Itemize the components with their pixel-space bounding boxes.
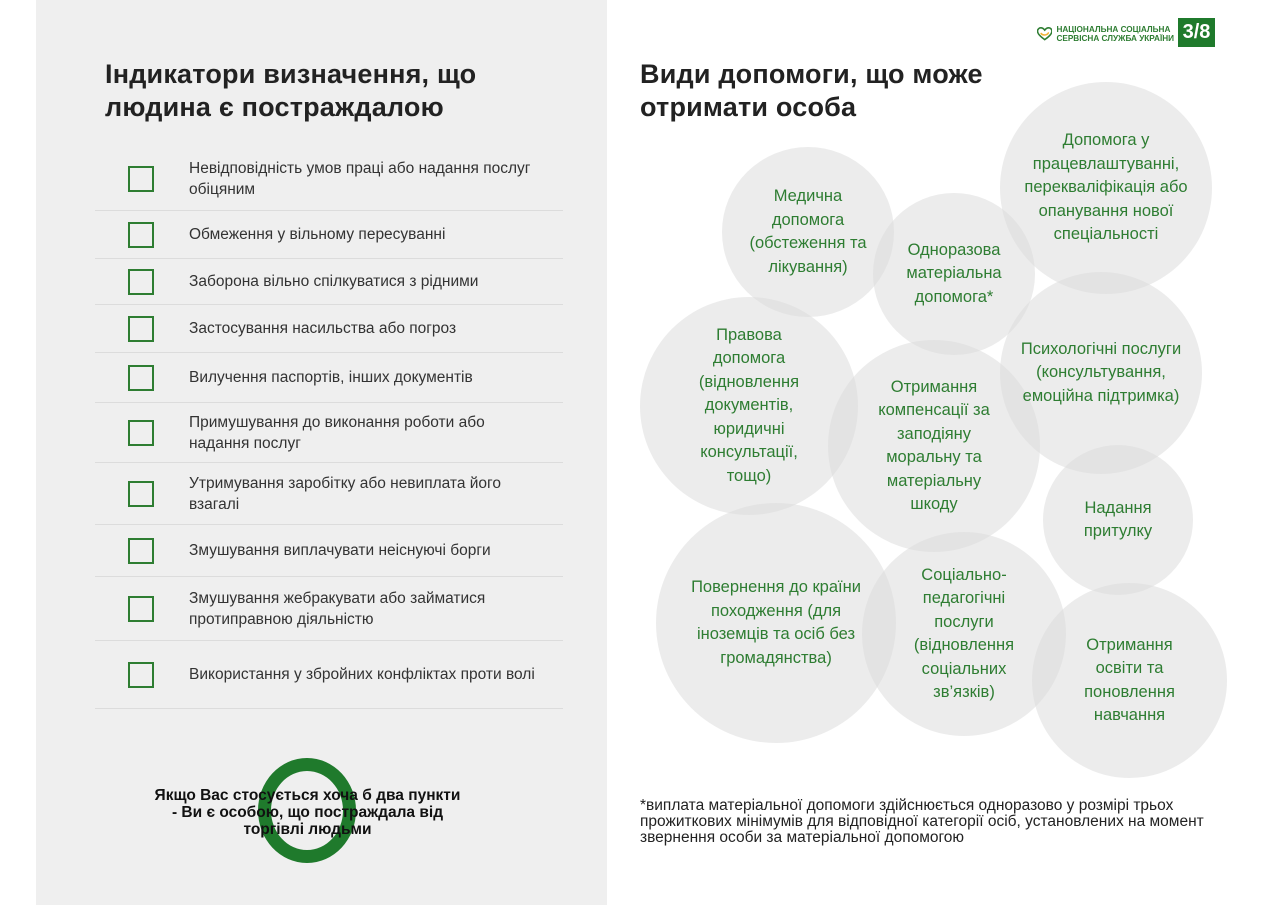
callout-text: Якщо Вас стосується хоча б два пункти - Ви є особою, що постраждала від торгівлі людьми bbox=[154, 787, 461, 838]
bubble-label: Допомога у працевлаштуванні, перекваліфікація або опанування нової спеціальності bbox=[1024, 131, 1188, 244]
bubble-label: Отримання освіти та поновлення навчання bbox=[1084, 635, 1175, 724]
checklist-row bbox=[95, 577, 563, 641]
checkbox[interactable] bbox=[128, 420, 154, 446]
checklist-row bbox=[95, 463, 563, 525]
checklist-row bbox=[95, 353, 563, 403]
checkbox[interactable] bbox=[128, 166, 154, 192]
bubble-medical bbox=[722, 147, 894, 317]
checkbox[interactable] bbox=[128, 269, 154, 295]
logo bbox=[1037, 18, 1177, 50]
checklist-row bbox=[95, 525, 563, 577]
right-title: Види допомоги, що може отримати особа bbox=[640, 59, 983, 122]
bubble-label: Соціально-педагогічні послуги (відновлення соціальних зв’язків) bbox=[913, 565, 1015, 701]
checkbox[interactable] bbox=[128, 596, 154, 622]
bubble-label: Повернення до країни походження (для іноземців та осіб без громадянства) bbox=[691, 578, 861, 667]
left-title: Індикатори визначення, що людина є постраждалою bbox=[105, 59, 477, 122]
checklist-item-label: Змушування жебракувати або займатися протиправною діяльністю bbox=[189, 589, 486, 628]
checklist-row bbox=[95, 147, 563, 211]
checklist-row bbox=[95, 641, 563, 709]
checklist-item-label: Примушування до виконання роботи або надання послуг bbox=[189, 413, 485, 452]
bubble-repatriation bbox=[656, 503, 896, 743]
checklist-item-label: Обмеження у вільному пересуванні bbox=[189, 226, 446, 243]
checklist-item-label: Змушування виплачувати неіснуючі борги bbox=[189, 542, 491, 559]
bubble-employment bbox=[1000, 82, 1212, 294]
logo-text: НАЦІОНАЛЬНА СОЦІАЛЬНА СЕРВІСНА СЛУЖБА УКРАЇНИ bbox=[1056, 24, 1175, 43]
checklist-row bbox=[95, 259, 563, 305]
checkbox[interactable] bbox=[128, 222, 154, 248]
checklist-item-label: Використання у збройних конфліктах проти волі bbox=[189, 666, 535, 683]
indicator-checklist bbox=[95, 147, 563, 709]
checklist-item-label: Утримування заробітку або невиплата його взагалі bbox=[189, 474, 501, 513]
bubble-label: Надання притулку bbox=[1083, 498, 1153, 540]
bubble-label: Медична допомога (обстеження та лікування) bbox=[749, 187, 867, 276]
checkbox[interactable] bbox=[128, 365, 154, 391]
checklist-row bbox=[95, 211, 563, 259]
bubble-legal bbox=[640, 297, 858, 515]
checklist-item-label: Застосування насильства або погроз bbox=[189, 320, 457, 337]
page-indicator: 3/8 bbox=[1178, 18, 1215, 47]
checklist-item-label: Заборона вільно спілкуватися з рідними bbox=[189, 273, 479, 290]
bubble-shelter bbox=[1043, 445, 1193, 595]
checklist-item-label: Невідповідність умов праці або надання послуг обіцяним bbox=[189, 159, 531, 198]
checklist-row bbox=[95, 403, 563, 463]
checklist-item-label: Вилучення паспортів, інших документів bbox=[189, 369, 473, 386]
bubble-label: Психологічні послуги (консультування, емоційна підтримка) bbox=[1020, 339, 1182, 405]
bubble-label: Отримання компенсації за заподіяну моральну та матеріальну шкоду bbox=[878, 377, 990, 513]
bubble-label: Одноразова матеріальна допомога* bbox=[906, 240, 1002, 306]
footnote: *виплата матеріальної допомоги здійснюється одноразово у розмірі трьох прожиткових мінімумів для відповідної категорії осіб, установлених на момент звернення особи за матеріальної допомогою bbox=[640, 797, 1204, 846]
checkbox[interactable] bbox=[128, 538, 154, 564]
checkbox[interactable] bbox=[128, 316, 154, 342]
heart-logo-icon bbox=[1037, 21, 1052, 47]
checkbox[interactable] bbox=[128, 662, 154, 688]
checklist-row bbox=[95, 305, 563, 353]
checkbox[interactable] bbox=[128, 481, 154, 507]
bubble-psychological bbox=[1000, 272, 1202, 474]
bubble-education bbox=[1032, 583, 1227, 778]
bubble-label: Правова допомога (відновлення документів, юридичні консультації, тощо) bbox=[698, 325, 800, 485]
callout bbox=[150, 758, 465, 863]
